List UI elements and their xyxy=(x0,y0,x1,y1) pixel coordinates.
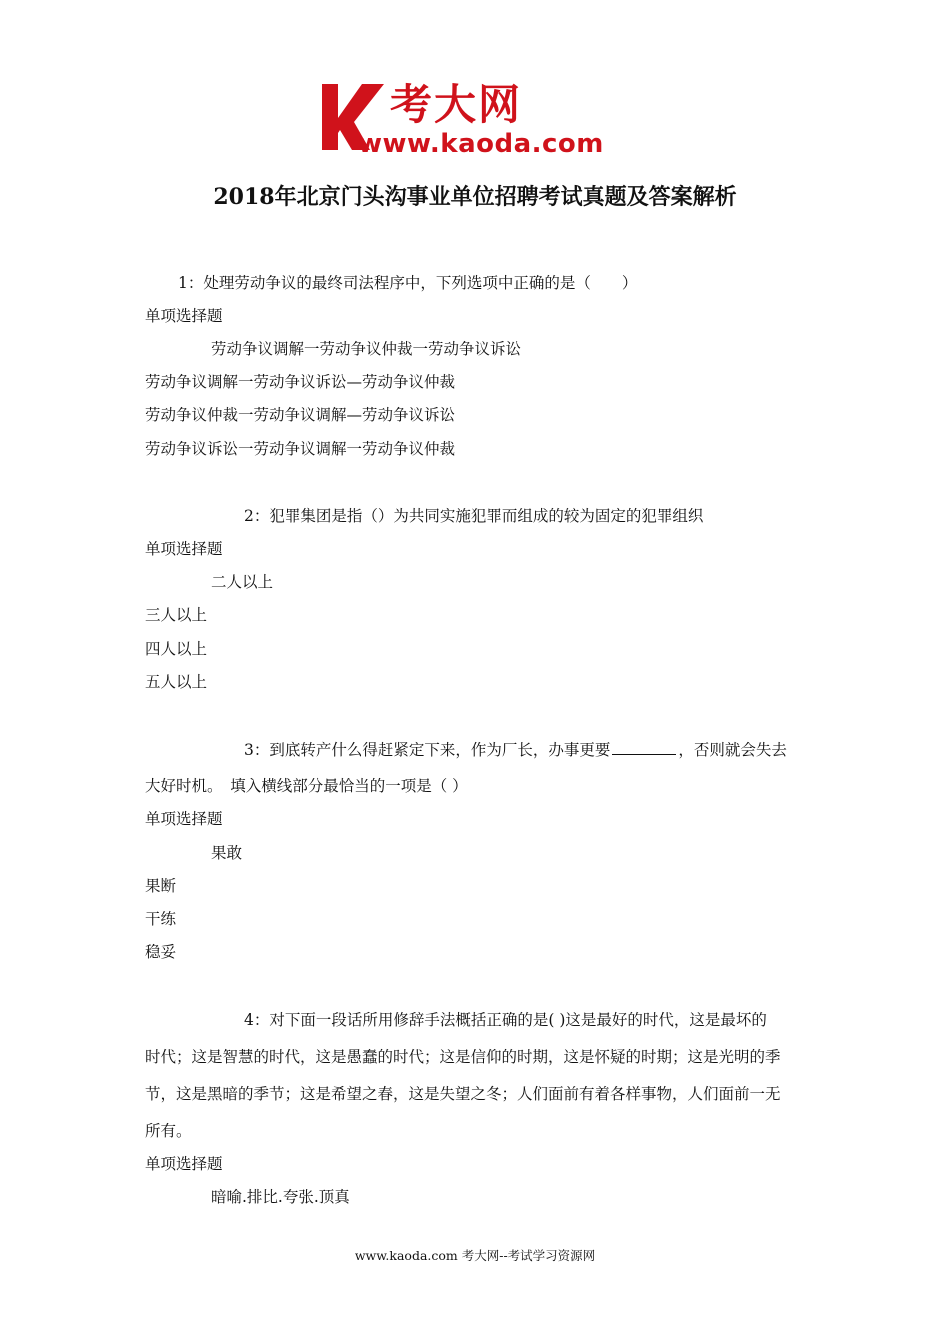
logo-url-text: www.kaoda.com xyxy=(358,129,604,159)
question-2-option-c: 四人以上 xyxy=(145,640,208,658)
question-3-blank xyxy=(612,738,676,755)
question-4-option-a: 暗喻.排比.夸张.顶真 xyxy=(211,1188,350,1206)
question-1-type: 单项选择题 xyxy=(145,307,223,325)
question-3-stem-part-2: ，否则就会失去 xyxy=(678,741,787,759)
page-footer: www.kaoda.com 考大网--考试学习资源网 xyxy=(354,1248,596,1263)
logo-chinese-text: 考大网 xyxy=(390,80,523,129)
question-3-stem-line-1 xyxy=(244,738,787,761)
question-4-stem-line-3: 节，这是黑暗的季节；这是希望之春，这是失望之冬；人们面前有着各样事物，人们面前一无 xyxy=(145,1085,781,1103)
question-3-option-c: 干练 xyxy=(145,910,177,928)
question-2-option-a: 二人以上 xyxy=(211,573,274,591)
question-3-stem-part-1: 3：到底转产什么得赶紧定下来，作为厂长，办事更要 xyxy=(244,741,611,759)
question-4-stem-line-4: 所有。 xyxy=(145,1122,192,1140)
kaoda-logo xyxy=(318,78,648,163)
question-1-option-b: 劳动争议调解一劳动争议诉讼—劳动争议仲裁 xyxy=(145,373,456,391)
question-3-type: 单项选择题 xyxy=(145,810,223,828)
question-3-option-a: 果敢 xyxy=(211,844,243,862)
question-3-option-d: 稳妥 xyxy=(145,943,177,961)
question-4-stem-line-2: 时代；这是智慧的时代，这是愚蠢的时代；这是信仰的时期，这是怀疑的时期；这是光明的季 xyxy=(145,1048,781,1066)
question-1-option-c: 劳动争议仲裁一劳动争议调解—劳动争议诉讼 xyxy=(145,406,456,424)
question-3-stem-line-2: 大好时机。 填入横线部分最恰当的一项是（ ） xyxy=(145,777,468,795)
question-2-option-d: 五人以上 xyxy=(145,673,208,691)
question-1-option-d: 劳动争议诉讼一劳动争议调解一劳动争议仲裁 xyxy=(145,440,456,458)
question-4-type: 单项选择题 xyxy=(145,1155,223,1173)
question-2-type: 单项选择题 xyxy=(145,540,223,558)
question-2-stem: 2：犯罪集团是指（）为共同实施犯罪而组成的较为固定的犯罪组织 xyxy=(244,507,704,525)
question-2-option-b: 三人以上 xyxy=(145,606,208,624)
question-1-stem: 1：处理劳动争议的最终司法程序中，下列选项中正确的是（ ） xyxy=(178,274,638,292)
question-4-stem-line-1: 4：对下面一段话所用修辞手法概括正确的是( )这是最好的时代，这是最坏的 xyxy=(244,1011,767,1029)
question-3-option-b: 果断 xyxy=(145,877,177,895)
page-title: 2018年北京门头沟事业单位招聘考试真题及答案解析 xyxy=(213,184,737,210)
question-1-option-a: 劳动争议调解一劳动争议仲裁一劳动争议诉讼 xyxy=(211,340,522,358)
